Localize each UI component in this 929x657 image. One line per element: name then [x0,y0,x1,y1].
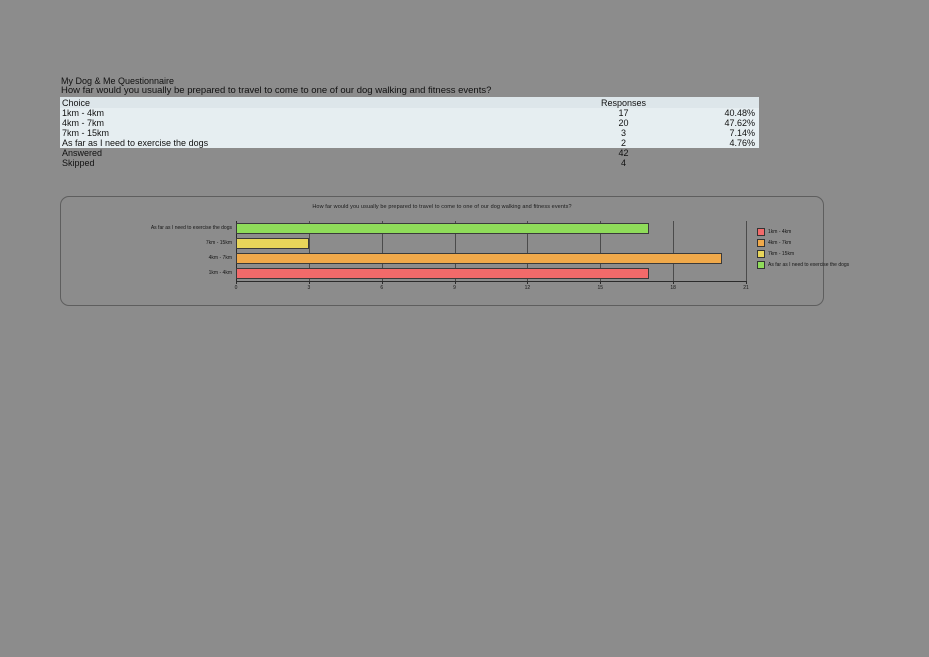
footer-percent [673,158,759,168]
legend-swatch-icon [757,261,765,269]
row-percent: 7.14% [673,128,759,138]
chart-bar [236,238,309,249]
chart-gridline [746,221,747,281]
chart-x-tick-label: 0 [234,285,238,291]
row-responses: 2 [574,138,673,148]
legend-swatch-icon [757,228,765,236]
chart-bar [236,268,649,279]
legend-label: 7km - 15km [768,251,795,257]
footer-label: Answered [62,148,103,158]
legend-item [757,227,881,237]
legend-item [757,260,881,270]
table-header-row [60,97,759,108]
survey-question: How far would you usually be prepared to travel to come to one of our dog walking and fitness events? [61,85,492,96]
footer-percent [673,148,759,158]
chart-category-label: 4km - 7km [208,255,232,261]
chart-x-tick-label: 15 [597,285,604,291]
survey-title: My Dog & Me Questionnaire [61,76,175,86]
chart-x-tick-label: 18 [670,285,676,291]
row-choice: As far as I need to exercise the dogs [60,138,574,148]
row-percent: 47.62% [673,118,759,128]
header-choice: Choice [60,97,574,108]
chart-x-tick [309,281,310,284]
survey-results-table-block [60,76,755,168]
row-percent: 40.48% [673,108,759,118]
chart-bar [236,253,722,264]
chart-category-label: 1km - 4km [208,270,232,276]
row-responses: 3 [574,128,673,138]
row-responses: 17 [574,108,673,118]
chart-legend [757,227,881,271]
row-choice: 1km - 4km [60,108,574,118]
legend-label: 1km - 4km [768,229,792,235]
chart-x-tick [673,281,674,284]
chart-title: How far would you usually be prepared to travel to come to one of our dog walking and fitness events? [312,204,572,210]
chart-x-tick [746,281,747,284]
chart-x-tick-label: 3 [307,285,311,291]
table-row [60,118,759,128]
legend-swatch-icon [757,239,765,247]
chart-plot-area [150,221,746,281]
chart-category-label: 7km - 15km [205,240,232,246]
chart-card [60,196,850,306]
header-percent [673,97,759,108]
legend-item [757,238,881,248]
table-row [60,108,759,118]
legend-label: As far as I need to exercise the dogs [768,262,850,268]
chart-x-tick-label: 12 [524,285,531,291]
chart-bar-row [208,268,649,279]
chart-bar-row [208,253,722,264]
chart-x-tick-label: 9 [453,285,456,291]
table-row [60,128,759,138]
chart-x-tick-label: 21 [743,285,749,291]
table-footer-row [60,158,759,168]
row-responses: 20 [574,118,673,128]
chart-x-tick [236,281,237,284]
row-choice: 7km - 15km [60,128,574,138]
legend-label: 4km - 7km [768,240,792,246]
footer-value: 4 [620,158,626,168]
row-percent: 4.76% [673,138,759,148]
chart-x-axis [234,281,749,291]
chart-bar [236,223,649,234]
table-footer-row [60,148,759,158]
chart-x-tick [455,281,456,284]
chart-x-tick [527,281,528,284]
chart-bar-row [150,223,649,234]
results-table [60,97,759,168]
chart-gridline [673,221,674,281]
header-responses: Responses [574,97,673,108]
chart-x-tick [382,281,383,284]
footer-label: Skipped [62,158,95,168]
row-choice: 4km - 7km [60,118,574,128]
footer-value: 42 [618,148,629,158]
legend-item [757,249,881,259]
chart-x-tick-label: 6 [380,285,384,291]
chart-x-tick [600,281,601,284]
legend-swatch-icon [757,250,765,258]
chart-bar-row [205,238,309,249]
table-row [60,138,759,148]
chart-category-label: As far as I need to exercise the dogs [150,225,232,231]
